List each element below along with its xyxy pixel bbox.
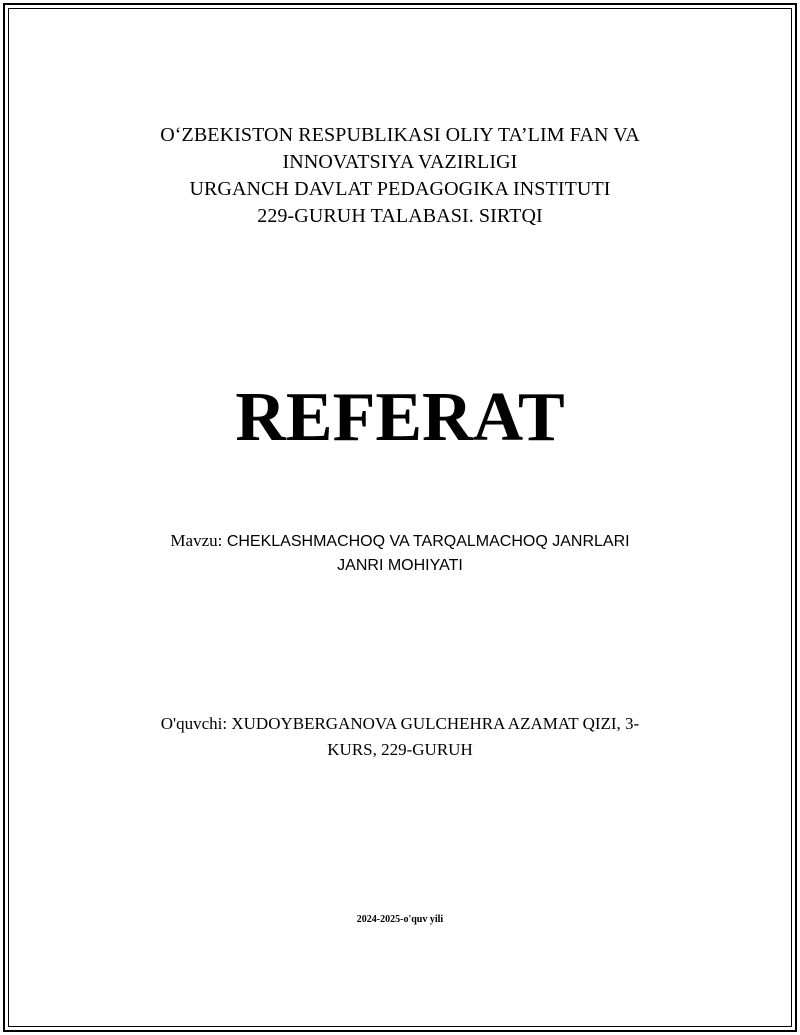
header-line-ministry: O‘ZBEKISTON RESPUBLIKASI OLIY TA’LIM FAN VA: [160, 124, 640, 146]
institution-header: [0, 122, 800, 230]
student-line-1: O'quvchi: XUDOYBERGANOVA GULCHEHRA AZAMAT QIZI, 3-: [160, 714, 640, 733]
student-line-2: KURS, 229-GURUH: [327, 740, 473, 759]
topic-text: CHEKLASHMACHOQ VA TARQALMACHOQ JANRLARI: [226, 533, 630, 550]
header-line-ministry-cont: INNOVATSIYA VAZIRLIGI: [282, 151, 518, 173]
topic-line-2: JANRI MOHIYATI: [337, 557, 463, 574]
header-line-institute: URGANCH DAVLAT PEDAGOGIKA INSTITUTI: [189, 178, 611, 200]
topic-prefix: Mavzu:: [170, 531, 223, 550]
student-block: [0, 711, 800, 763]
header-line-group: 229-GURUH TALABASI. SIRTQI: [257, 205, 543, 227]
topic-line-1: [0, 529, 800, 554]
document-title: REFERAT: [235, 379, 565, 456]
topic-block: [0, 529, 800, 578]
academic-year: 2024-2025-o'quv yili: [356, 914, 444, 925]
